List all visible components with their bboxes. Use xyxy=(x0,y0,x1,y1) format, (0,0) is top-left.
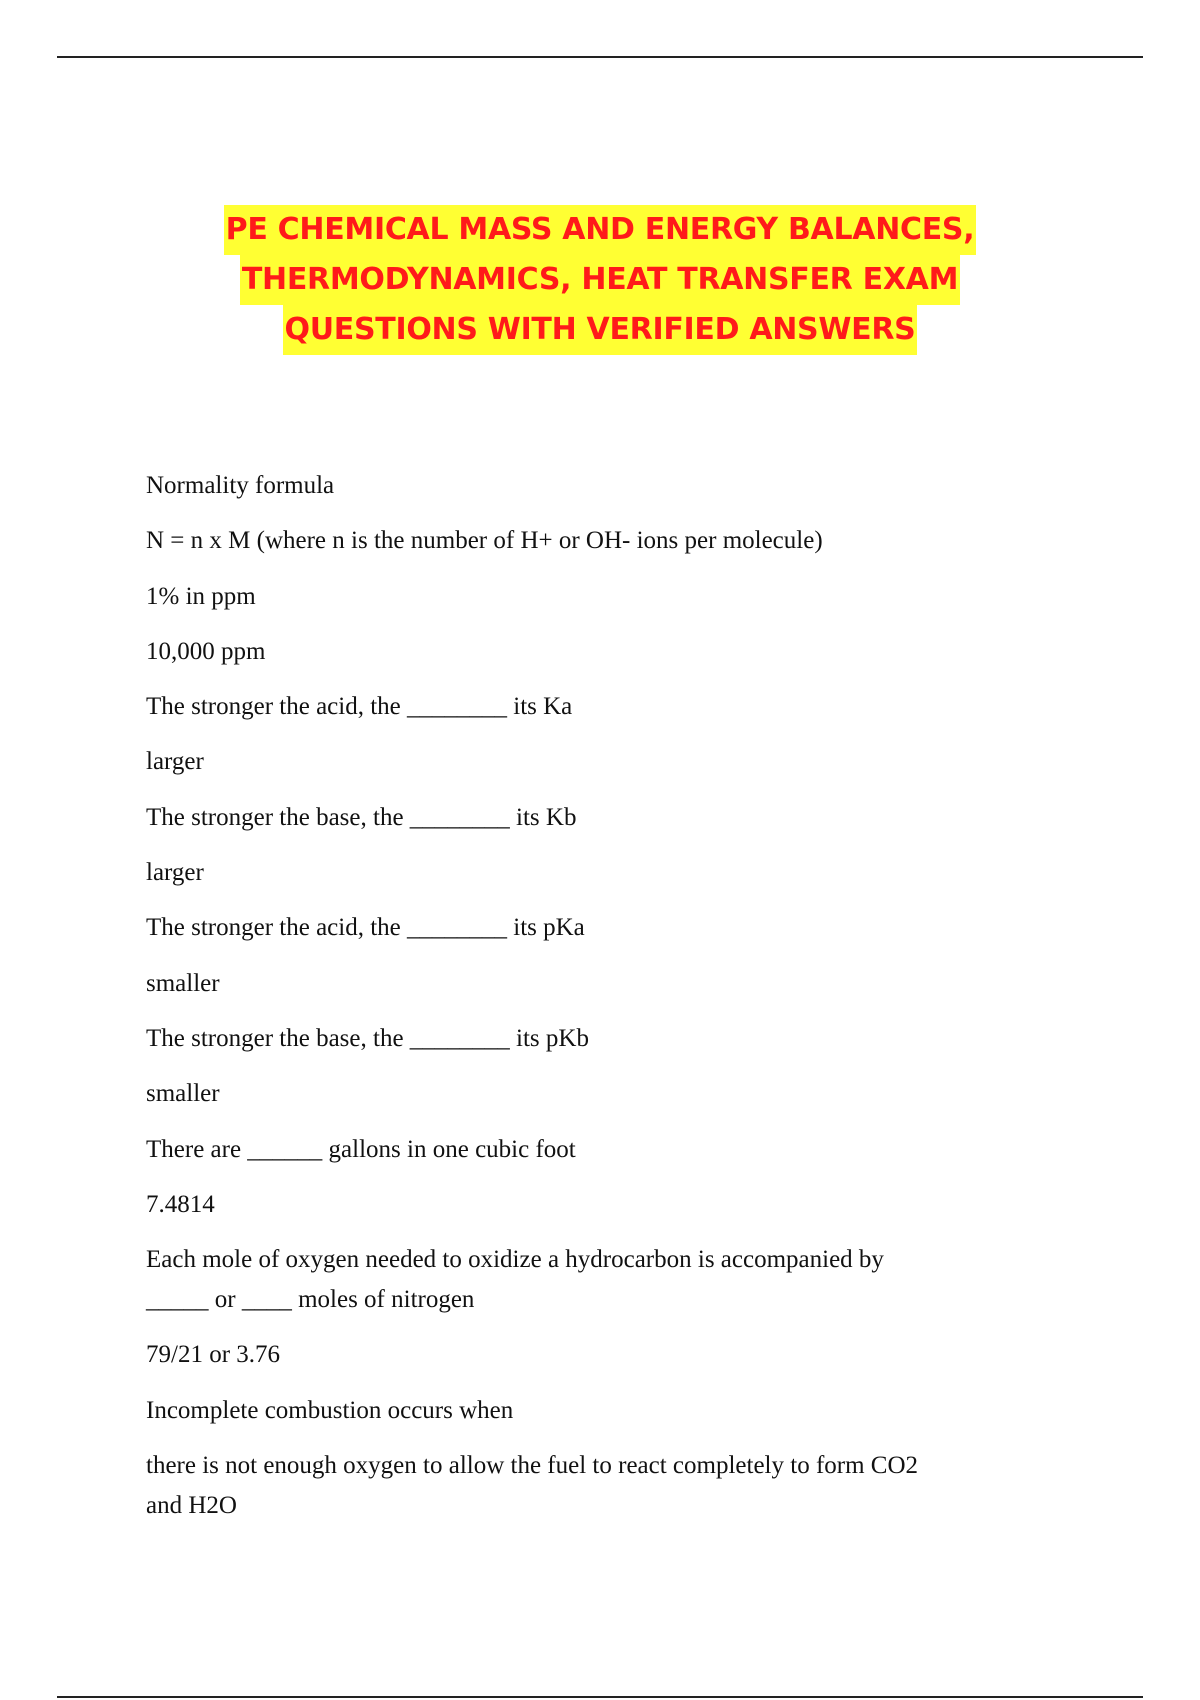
question-5: The stronger the acid, the ________ its pKa xyxy=(146,914,585,942)
question-3: The stronger the acid, the ________ its Ka xyxy=(146,693,573,721)
answer-9: there is not enough oxygen to allow the fuel to react completely to form CO2 and H2O xyxy=(146,1452,919,1520)
answer-2: 10,000 ppm xyxy=(146,637,266,665)
answer-6: smaller xyxy=(146,1080,220,1108)
qa-list xyxy=(146,466,1046,1541)
question-4: The stronger the base, the ________ its Kb xyxy=(146,803,577,831)
bottom-rule xyxy=(57,1696,1143,1698)
document-title xyxy=(120,205,1080,355)
question-8: Each mole of oxygen needed to oxidize a hydrocarbon is accompanied by _____ or ____ moles of nitrogen xyxy=(146,1246,884,1314)
answer-4: larger xyxy=(146,859,204,887)
answer-1: N = n x M (where n is the number of H+ or OH- ions per molecule) xyxy=(146,527,823,555)
title-line-1: PE CHEMICAL MASS AND ENERGY BALANCES, xyxy=(224,205,977,255)
title-line-2: THERMODYNAMICS, HEAT TRANSFER EXAM xyxy=(240,255,960,305)
answer-8: 79/21 or 3.76 xyxy=(146,1341,281,1369)
question-1: Normality formula xyxy=(146,472,335,499)
top-rule xyxy=(57,56,1143,58)
answer-5: smaller xyxy=(146,969,220,997)
question-9: Incomplete combustion occurs when xyxy=(146,1396,514,1424)
question-2: 1% in ppm xyxy=(146,582,256,610)
title-line-3: QUESTIONS WITH VERIFIED ANSWERS xyxy=(283,305,918,355)
question-6: The stronger the base, the ________ its pKb xyxy=(146,1024,589,1052)
answer-3: larger xyxy=(146,748,204,776)
answer-7: 7.4814 xyxy=(146,1190,215,1218)
question-7: There are ______ gallons in one cubic foot xyxy=(146,1135,576,1163)
